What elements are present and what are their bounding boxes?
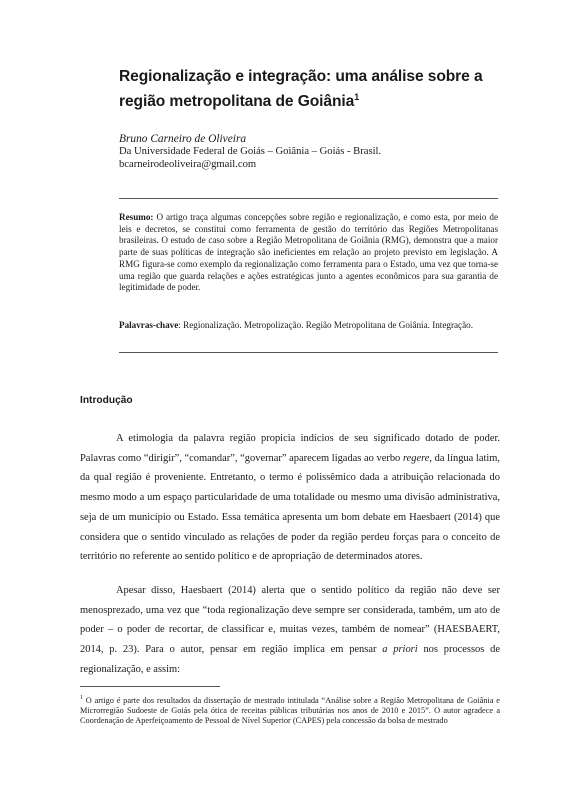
p1-text-a: A etimologia da palavra região propicia indícios de seu significado dotado de poder. Palavras como “dirigir”, “comandar”, “governar” aparecem ligadas ao verbo <box>80 433 500 464</box>
section-heading: Introdução <box>80 395 133 406</box>
p2-emphasis: a priori <box>382 644 418 656</box>
abstract <box>119 212 498 294</box>
author-affiliation: Da Universidade Federal de Goiás – Goiânia – Goiás - Brasil. <box>119 146 382 157</box>
title-footnote-mark: 1 <box>354 92 360 102</box>
body-paragraph-2 <box>80 581 500 680</box>
abstract-bottom-rule <box>119 352 498 353</box>
title-text: Regionalização e integração: uma análise sobre a região metropolitana de Goiânia <box>119 68 483 111</box>
footnote <box>80 693 500 727</box>
footnote-text: O artigo é parte dos resultados da dissertação de mestrado intitulada “Análise sobre a Região Metropolitana de Goiânia e Microrregião Sudoeste de Goiás pela ótica de receitas públicas tributárias nos anos de 2010 e 2015”. O autor agradece a Coordenação de Aperfeiçoamento de Pessoal de Nível Superior (CAPES) pela concessão da bolsa de mestrado <box>80 695 500 726</box>
author-email: bcarneirodeoliveira@gmail.com <box>119 159 257 170</box>
footnote-mark: 1 <box>80 695 83 701</box>
keywords-label: Palavras-chave <box>119 320 179 330</box>
author-name: Bruno Carneiro de Oliveira <box>119 133 247 145</box>
keywords <box>119 320 498 332</box>
p1-emphasis: regere <box>402 452 430 464</box>
p1-text-b: , da língua latim, da qual região é proveniente. Entretanto, o termo é polissêmico dada a atribuição relacionada do mesmo modo a um espaço particularidade de uma totalidade ou mesmo uma divisão administrativa, seja de um município ou Estado. Essa temática apresenta um bom debate em Haesbaert (2014) que considera que o sentido vinculado as relações de poder da região perdeu forças para o conceito de território no referente ao sentido político e de apropriação de determinados atores. <box>80 452 500 563</box>
paper-title <box>119 66 514 112</box>
p2-text-b: nos processos de regionalização, e assim: <box>80 644 500 675</box>
body-paragraph-1 <box>80 429 500 567</box>
abstract-top-rule <box>119 198 498 199</box>
p2-text-a: Apesar disso, Haesbaert (2014) alerta que o sentido político da região não deve ser menosprezado, uma vez que “toda regionalização deve sempre ser considerada, também, um ato de poder – o poder de recortar, de classificar e, muitas vezes, também de nomear” (HAESBAERT, 2014, p. 23). Para o autor, pensar em região implica em pensar <box>80 585 500 656</box>
keywords-text: : Regionalização. Metropolização. Região Metropolitana de Goiânia. Integração. <box>178 320 473 330</box>
abstract-text: O artigo traça algumas concepções sobre região e regionalização, e como esta, por meio de leis e decretos, se constitui como ferramenta de gestão do território das Regiões Metropolitanas brasileiras. O estudo de caso sobre a Região Metropolitana de Goiânia (RMG), demonstra que a maior parte de suas políticas de integração são ineficientes em relação ao projeto previsto em legislação. A RMG figura-se como exemplo da regionalização como ferramenta para o Estado, uma vez que torna-se uma região que guarda relações e ações estratégicas junto a agentes econômicos para sua garantia de legitimidade de poder. <box>119 212 498 293</box>
footnote-rule <box>80 686 220 687</box>
abstract-label: Resumo: <box>119 212 154 222</box>
